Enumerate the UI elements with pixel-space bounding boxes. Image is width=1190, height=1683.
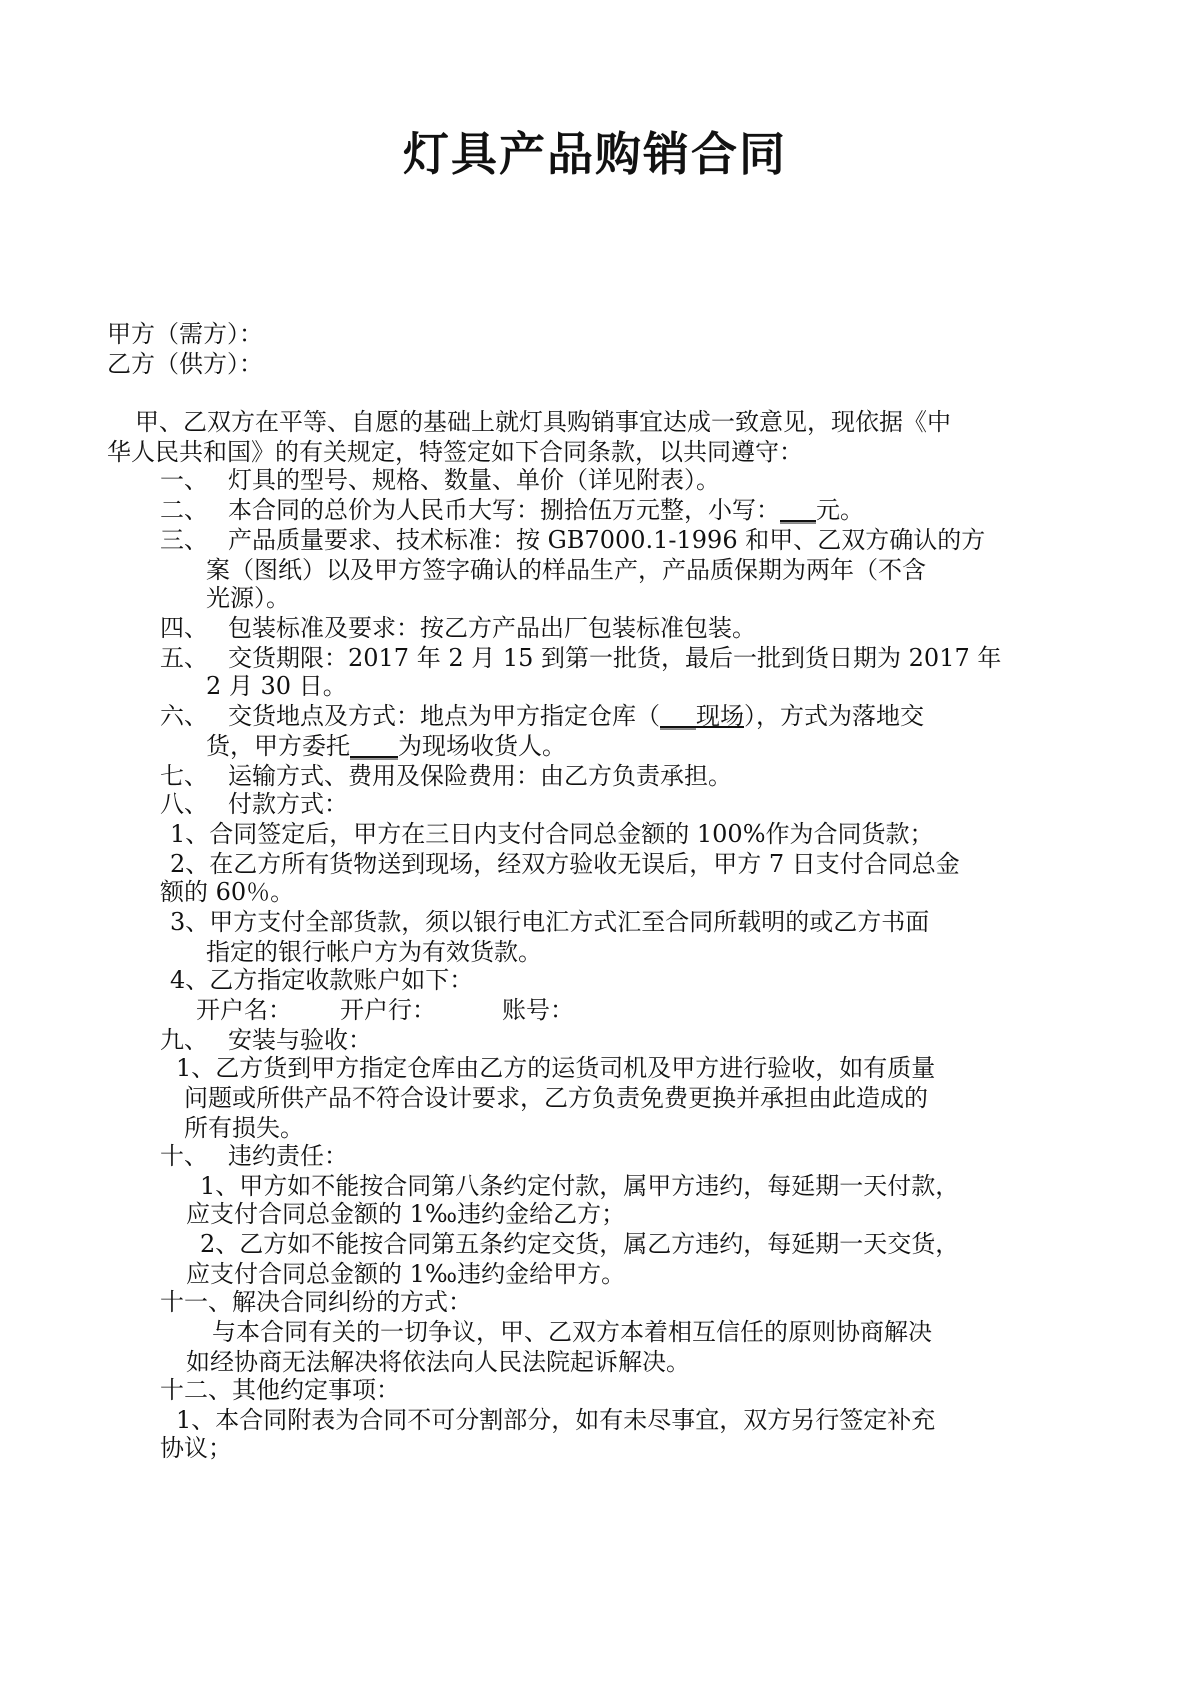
clause-10-text: 违约责任： [228, 1142, 348, 1170]
delivery-site: ___现场 [660, 702, 744, 730]
clause-9-number: 九、 [160, 1026, 208, 1054]
party-b-label: 乙方（供方）： [107, 350, 263, 378]
amount-blank: ___ [780, 496, 816, 524]
clause-1-text: 灯具的型号、规格、数量、单价（详见附表）。 [228, 466, 720, 494]
clause-9-text: 安装与验收： [228, 1026, 372, 1054]
clause-4-text: 包装标准及要求：按乙方产品出厂包装标准包装。 [228, 614, 756, 642]
clause-5-number: 五、 [160, 644, 208, 672]
document-title: 灯具产品购销合同 [403, 127, 787, 181]
clause-8-item-2-line-2: 额的 60％。 [160, 878, 295, 906]
clause-12-item-1-line-1: 1、本合同附表为合同不可分割部分，如有未尽事宜，双方另行签定补充 [176, 1406, 936, 1434]
clause-5-line-2: 2 月 30 日。 [206, 672, 347, 700]
clause-10-item-2-line-1: 2、乙方如不能按合同第五条约定交货，属乙方违约，每延期一天交货， [200, 1230, 960, 1258]
clause-3-line-3: 光源）。 [206, 584, 290, 612]
clause-2-text: 本合同的总价为人民币大写：捌拾伍万元整，小写：___元。 [228, 496, 864, 524]
clause-7-number: 七、 [160, 762, 208, 790]
clause-10-item-1-line-2: 应支付合同总金额的 1‰违约金给乙方； [186, 1200, 626, 1228]
clause-9-item-1-line-2: 问题或所供产品不符合设计要求，乙方负责免费更换并承担由此造成的 [184, 1084, 928, 1112]
clause-6-number: 六、 [160, 702, 208, 730]
clause-3-line-1: 产品质量要求、技术标准：按 GB7000.1-1996 和甲、乙双方确认的方 [228, 526, 986, 554]
clause-9-item-1-line-3: 所有损失。 [184, 1114, 304, 1142]
clause-10-item-2-line-2: 应支付合同总金额的 1‰违约金给甲方。 [186, 1260, 626, 1288]
clause-5-line-1: 交货期限：2017 年 2 月 15 到第一批货，最后一批到货日期为 2017 年 [228, 644, 1002, 672]
clause-9-item-1-line-1: 1、乙方货到甲方指定仓库由乙方的运货司机及甲方进行验收，如有质量 [176, 1054, 936, 1082]
clause-3-number: 三、 [160, 526, 208, 554]
intro-line-2: 华人民共和国》的有关规定，特签定如下合同条款，以共同遵守： [107, 438, 803, 466]
clause-11-line-2: 如经协商无法解决将依法向人民法院起诉解决。 [186, 1348, 690, 1376]
clause-6-line-1: 交货地点及方式：地点为甲方指定仓库（___现场），方式为落地交 [228, 702, 924, 730]
receiver-blank: ____ [350, 732, 398, 760]
clause-10-item-1-line-1: 1、甲方如不能按合同第八条约定付款，属甲方违约，每延期一天付款， [200, 1172, 960, 1200]
account-name-label: 开户名： [196, 996, 292, 1024]
clause-8-item-2-line-1: 2、在乙方所有货物送到现场，经双方验收无误后，甲方 7 日支付合同总金 [170, 850, 960, 878]
party-a-label: 甲方（需方）： [107, 320, 263, 348]
clause-8-item-1: 1、合同签定后，甲方在三日内支付合同总金额的 100%作为合同货款； [170, 820, 934, 848]
clause-8-item-4: 4、乙方指定收款账户如下： [170, 966, 474, 994]
clause-1-number: 一、 [160, 466, 208, 494]
clause-8-item-3-line-2: 指定的银行帐户方为有效货款。 [206, 938, 542, 966]
clause-12-item-1-line-2: 协议； [160, 1434, 232, 1462]
clause-10-number: 十、 [160, 1142, 208, 1170]
clause-3-line-2: 案（图纸）以及甲方签字确认的样品生产，产品质保期为两年（不含 [206, 556, 926, 584]
clause-8-text: 付款方式： [228, 790, 348, 818]
clause-12-heading: 十二、其他约定事项： [160, 1376, 400, 1404]
clause-11-heading: 十一、解决合同纠纷的方式： [160, 1288, 472, 1316]
clause-4-number: 四、 [160, 614, 208, 642]
account-number-label: 账号： [502, 996, 574, 1024]
clause-11-line-1: 与本合同有关的一切争议，甲、乙双方本着相互信任的原则协商解决 [212, 1318, 932, 1346]
clause-8-item-3-line-1: 3、甲方支付全部货款，须以银行电汇方式汇至合同所载明的或乙方书面 [170, 908, 930, 936]
clause-7-text: 运输方式、费用及保险费用：由乙方负责承担。 [228, 762, 732, 790]
clause-6-line-2: 货，甲方委托____为现场收货人。 [206, 732, 566, 760]
clause-2-number: 二、 [160, 496, 208, 524]
account-bank-label: 开户行： [340, 996, 436, 1024]
clause-8-number: 八、 [160, 790, 208, 818]
intro-line-1: 甲、乙双方在平等、自愿的基础上就灯具购销事宜达成一致意见，现依据《中 [135, 408, 951, 436]
